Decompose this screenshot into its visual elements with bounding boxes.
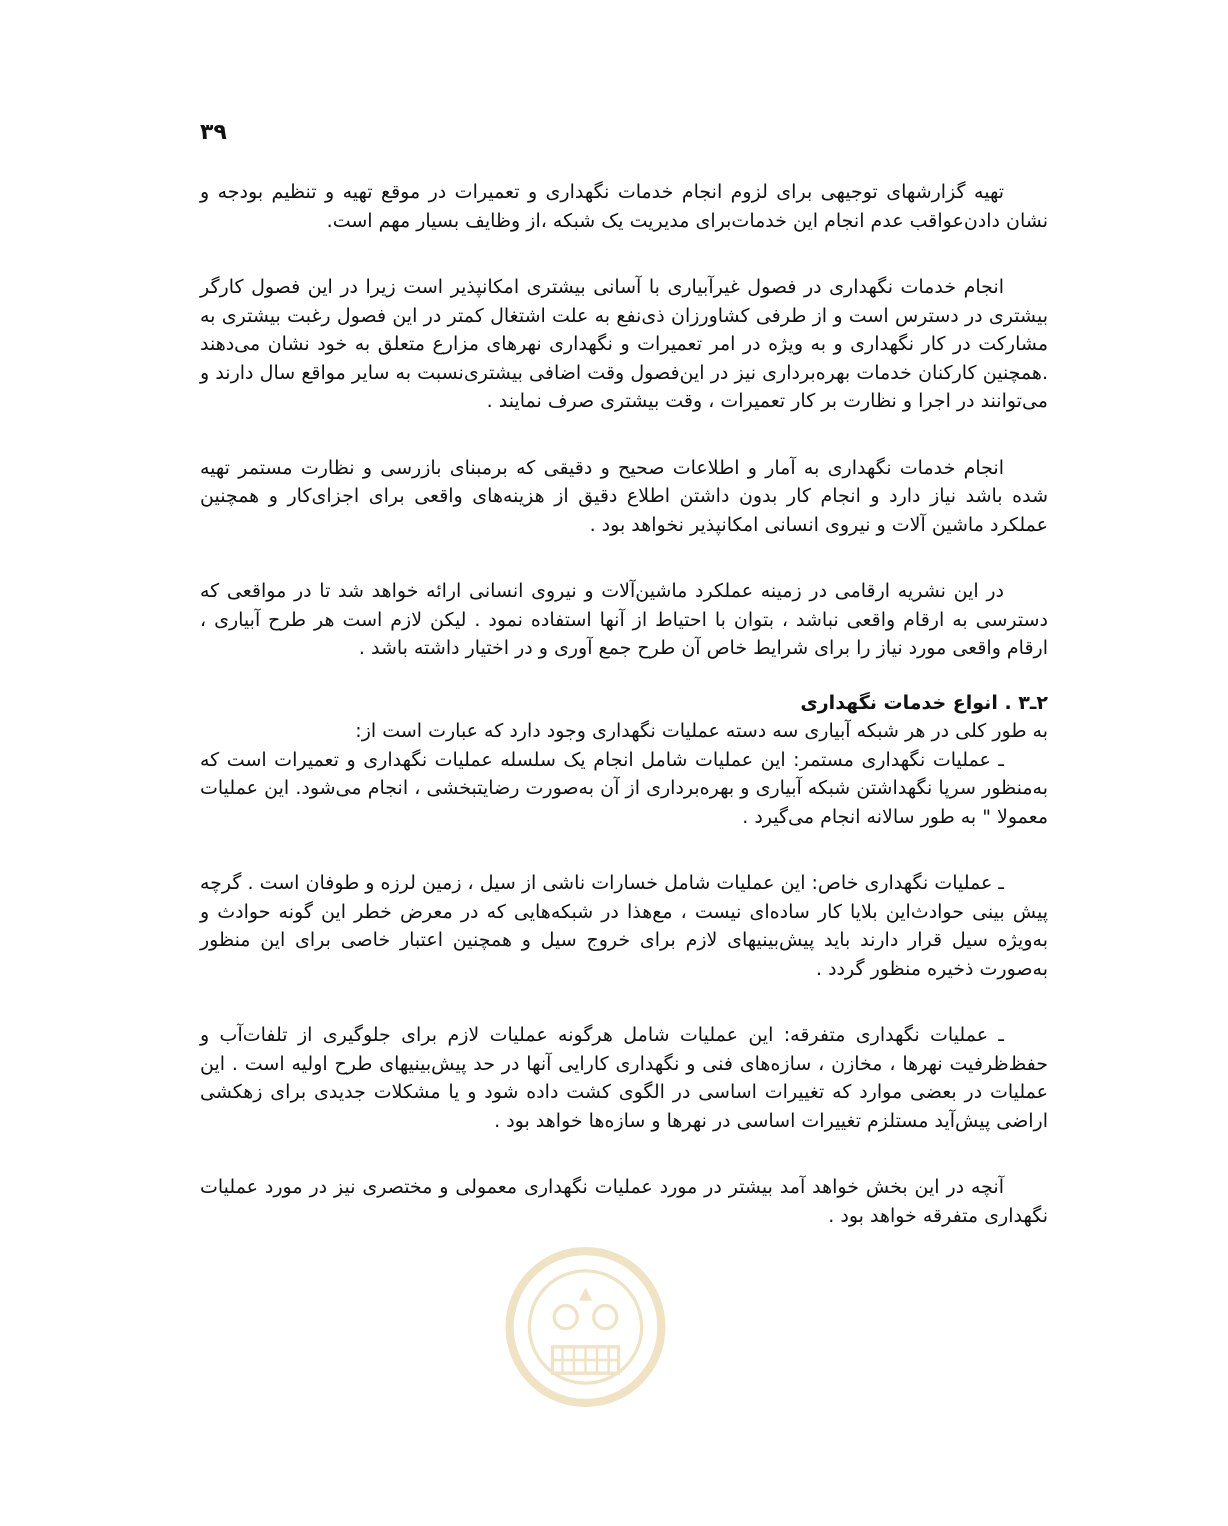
page-body	[200, 178, 1048, 1230]
page-number: ۳۹	[200, 120, 227, 145]
paragraph-2: انجام خدمات نگهداری در فصول غیرآبیاری با آسانی بیشتری امکانپذیر است زیرا در این فصول کارگر بیشتری در دسترس است و از طرفی کشاورزان ذی‌نفع به علت اشتغال کمتر در این فصول رغبت بیشتری به مشارکت در کار نگهداری و به ویژه در امر تعمیرات و نگهداری نهرهای مزارع متعلق به خود نشان می‌دهند .همچنین کارکنان خدمات بهره‌برداری نیز در این‌فصول وقت اضافی بیشتری‌نسبت به سایر مواقع سال دارند و می‌توانند در اجرا و نظارت بر کار تعمیرات ، وقت بیشتری صرف نمایند .	[200, 276, 1048, 412]
seal-emblem-icon	[503, 1242, 668, 1412]
list-item-miscellaneous-maintenance: ـ عملیات نگهداری متفرقه: این عملیات شامل هرگونه عملیات لازم برای جلوگیری از تلفات‌آب و حفظ‌ظرفیت نهرها ، مخازن ، سازه‌های فنی و نگهداری کارایی آنها در حد پیش‌بینیهای طرح اولیه است . این عملیات در بعضی موارد که تغییرات اساسی در الگوی کشت داده شود و یا مشکلات جدیدی برای زهکشی اراضی پیش‌آید مستلزم تغییرات اساسی در نهرها و سازه‌ها خواهد بود .	[200, 1024, 1048, 1132]
paragraph-4: در این نشریه ارقامی در زمینه عملکرد ماشین‌آلات و نیروی انسانی ارائه خواهد شد تا در مواقعی که دسترسی به ارقام واقعی نباشد ، بتوان با احتیاط از آنها استفاده نمود . لیکن لازم است هر طرح آبیاری ، ارقام واقعی مورد نیاز را برای شرایط خاص آن طرح جمع آوری و در اختیار داشته باشد .	[200, 580, 1048, 659]
paragraph-3: انجام خدمات نگهداری به آمار و اطلاعات صحیح و دقیقی که برمبنای بازرسی و نظارت مستمر تهیه شده باشد نیاز دارد و انجام کار بدون داشتن اطلاع دقیق از هزینه‌های واقعی برای اجزای‌کار و همچنین عملکرد ماشین آلات و نیروی انسانی امکانپذیر نخواهد بود .	[200, 456, 1048, 536]
list-item-continuous-maintenance: ـ عملیات نگهداری مستمر: این عملیات شامل انجام یک سلسله عملیات نگهداری و تعمیرات است که به‌منظور سرپا نگهداشتن شبکه آبیاری و بهره‌برداری از آن به‌صورت رضایتبخشی ، انجام می‌شود. این عملیات معمولا " به طور سالانه انجام می‌گیرد .	[200, 748, 1048, 828]
section-heading: ۲ـ۳ . انواع خدمات نگهداری	[800, 691, 1048, 714]
list-item-special-maintenance: ـ عملیات نگهداری خاص: این عملیات شامل خسارات ناشی از سیل ، زمین لرزه و طوفان است . گرچه پیش بینی حوادث‌این بلایا کار ساده‌ای نیست ، مع‌هذا در شبکه‌هایی که در معرض خطر این گونه حوادث و به‌ویژه سیل قرار دارند باید پیش‌بینیهای لازم برای خروج سیل و همچنین اعتبار خاصی برای این منظور به‌صورت ذخیره منظور گردد .	[200, 872, 1048, 980]
section-intro: به طور کلی در هر شبکه آبیاری سه دسته عملیات نگهداری وجود دارد که عبارت است از:	[355, 720, 1048, 742]
closing-paragraph: آنچه در این بخش خواهد آمد بیشتر در مورد عملیات نگهداری معمولی و مختصری نیز در مورد عملیات نگهداری متفرقه خواهد بود .	[200, 1176, 1048, 1227]
paragraph-1: تهیه گزارشهای توجیهی برای لزوم انجام خدمات نگهداری و تعمیرات در موقع تهیه و تنظیم بودجه و نشان دادن‌عواقب عدم انجام این خدمات‌برای مدیریت یک شبکه ،از وظایف بسیار مهم است.	[200, 181, 1048, 232]
